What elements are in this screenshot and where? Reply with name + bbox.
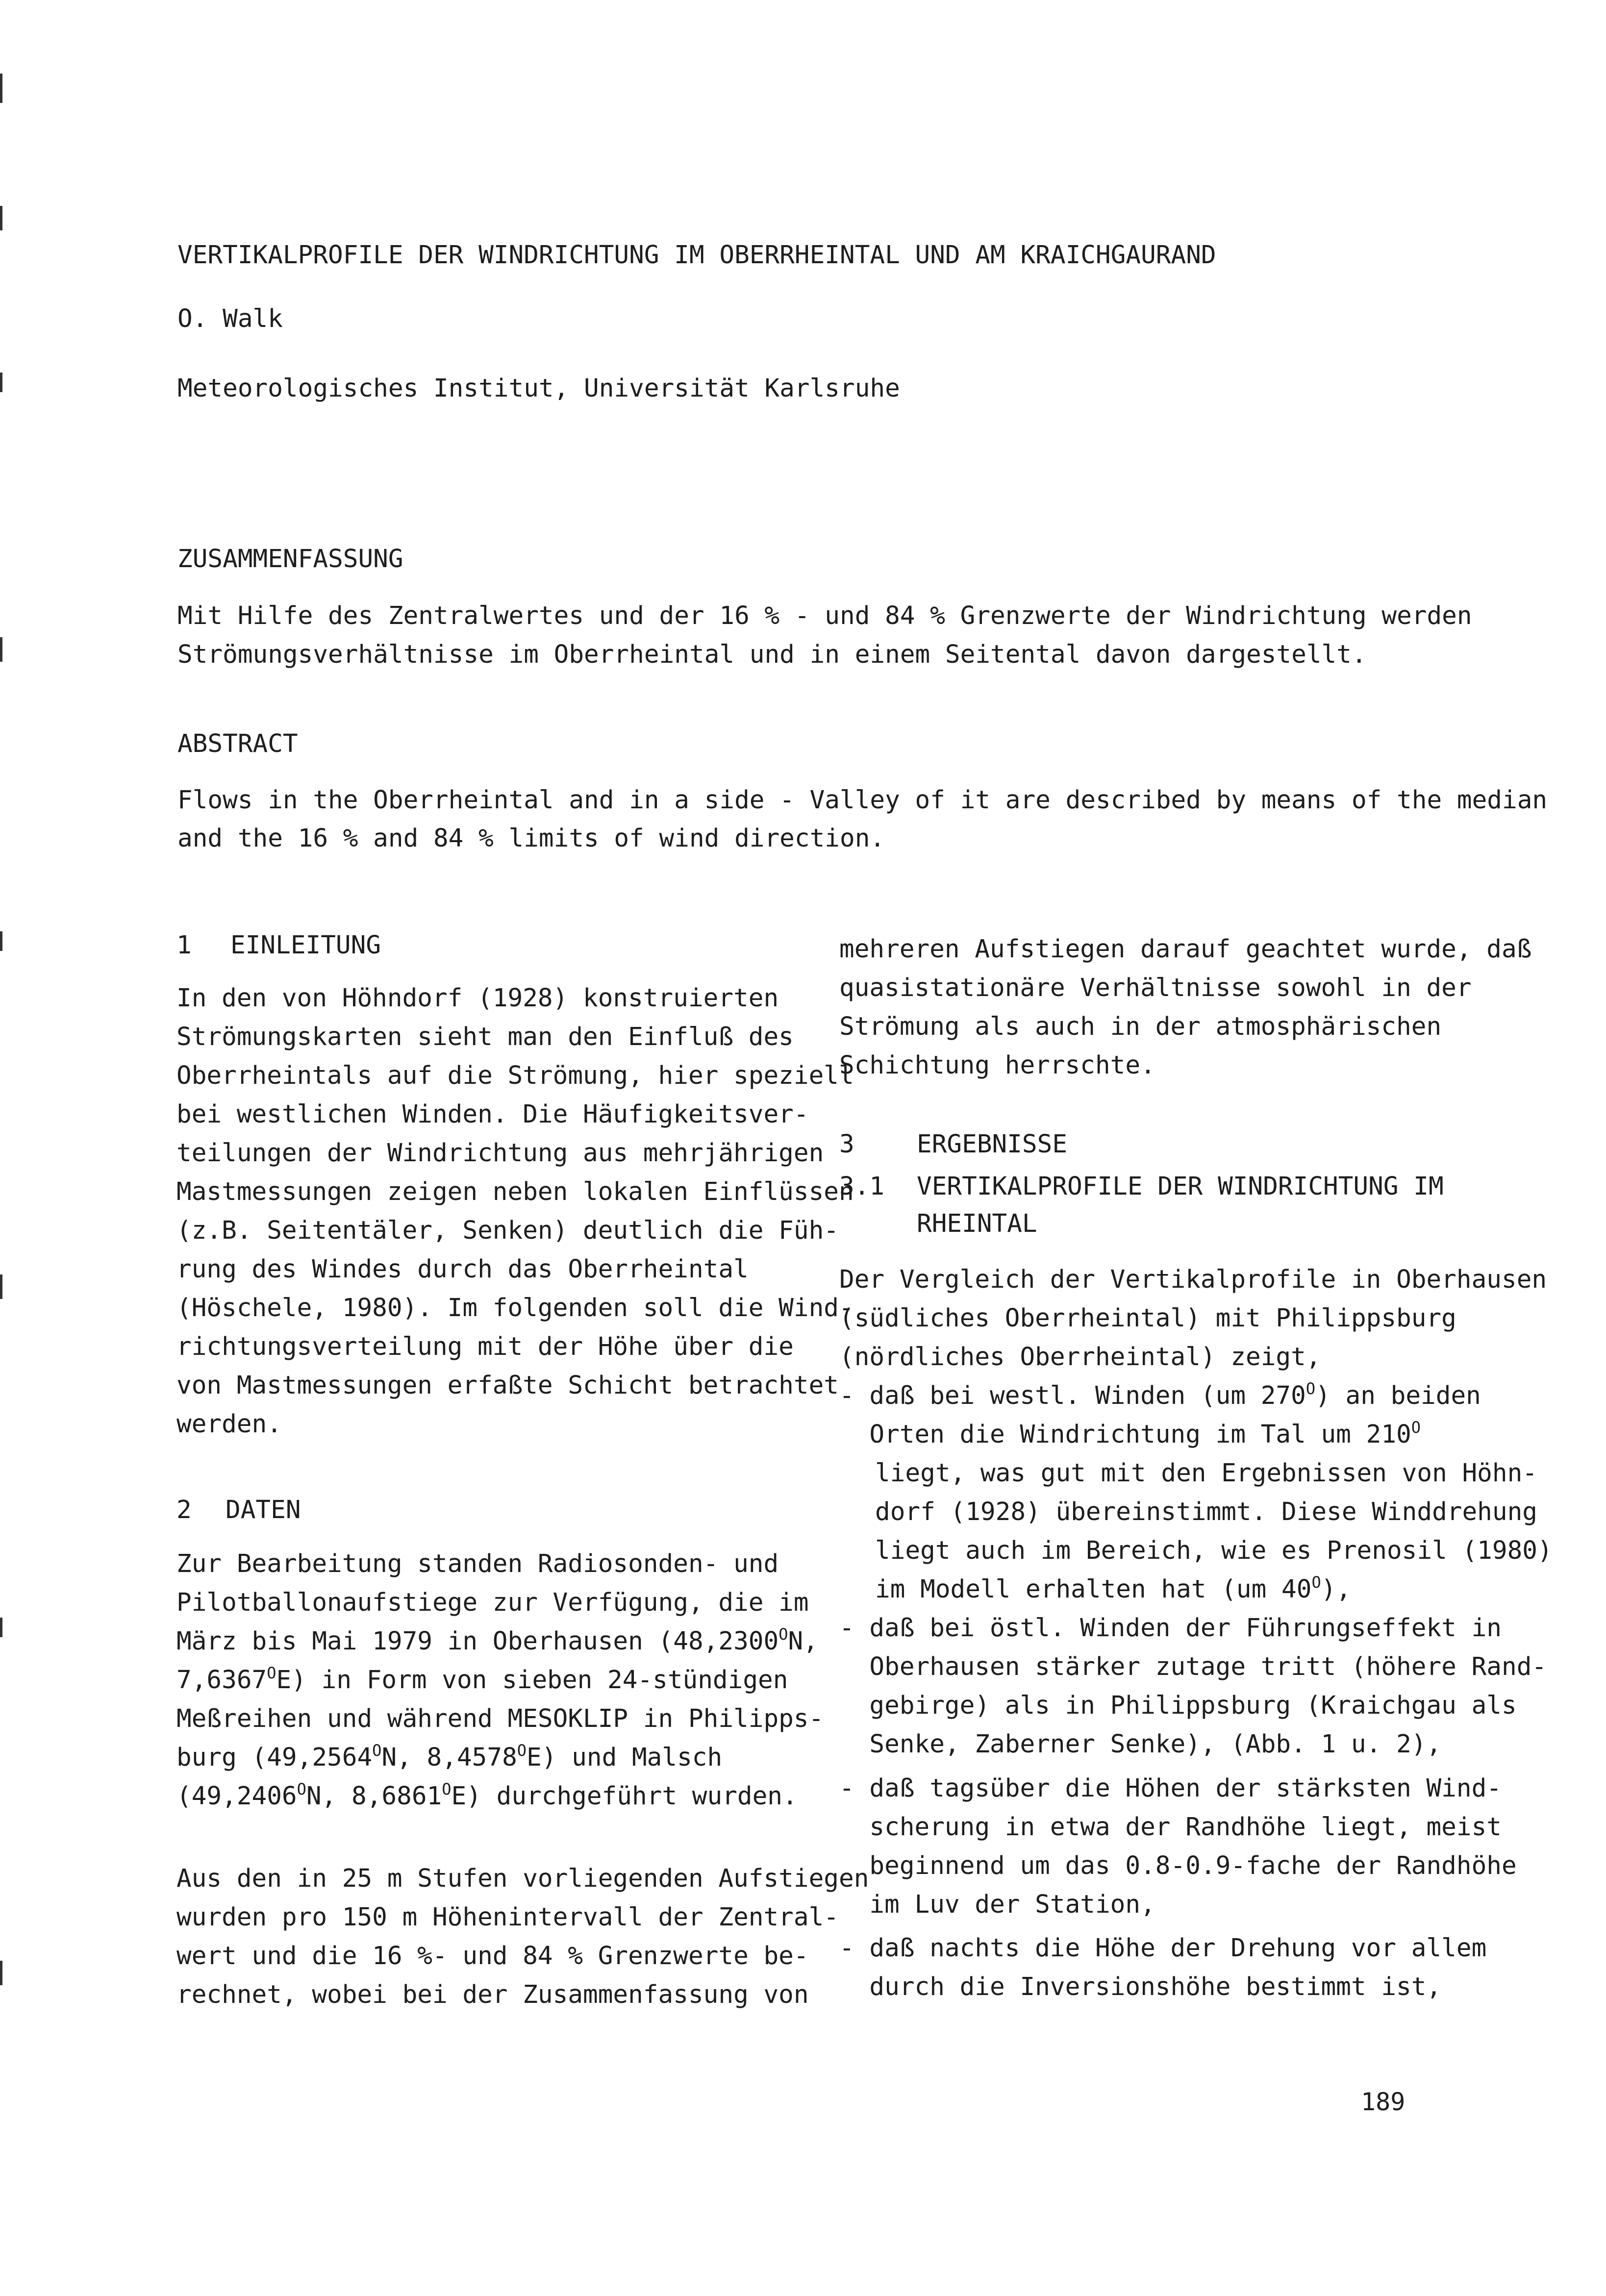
body-line: März bis Mai 1979 in Oberhausen ($48,2300^ON$, [176, 1625, 818, 1656]
margin-mark [0, 637, 2, 662]
section-heading: DATEN [226, 1496, 301, 1524]
bullet-line: dorf (1928) übereinstimmt. Diese Winddrehung [875, 1497, 1538, 1526]
zusammenfassung-line: Strömungsverhältnisse im Oberrheintal und in einem Seitental davon dargestellt. [177, 640, 1367, 669]
bullet-line: - daß tagsüber die Höhen der stärksten Wind- [839, 1774, 1502, 1803]
section-number: 2 [176, 1496, 192, 1524]
body-line: Schichtung herrschte. [839, 1051, 1155, 1080]
body-line: bei westlichen Winden. Die Häufigkeitsver- [176, 1100, 809, 1129]
body-line: werden. [176, 1410, 282, 1439]
bullet-line: liegt, was gut mit den Ergebnissen von Höhn- [875, 1459, 1538, 1488]
degree-symbol: O [297, 1780, 306, 1798]
abstract-line: Flows in the Oberrheintal and in a side - Valley of it are described by means of the median [177, 786, 1548, 815]
bullet-line: beginnend um das 0.8-0.9-fache der Randhöhe [839, 1851, 1517, 1880]
body-line: $7,6367^OE$) in Form von sieben 24-stündigen [176, 1664, 788, 1695]
body-line: Pilotballonaufstiege zur Verfügung, die im [176, 1588, 809, 1617]
section-heading: ERGEBNISSE [917, 1130, 1068, 1159]
body-line: In den von Höhndorf (1928) konstruierten [176, 984, 779, 1013]
zusammenfassung-line: Mit Hilfe des Zentralwertes und der 16 % - und 84 % Grenzwerte der Windrichtung werden [177, 601, 1472, 630]
bullet-line: Orten die Windrichtung im Tal um $210^O$ [839, 1418, 1421, 1449]
bullet-line: Oberhausen stärker zutage tritt (höhere Rand- [839, 1652, 1547, 1681]
body-line: rechnet, wobei bei der Zusammenfassung von [176, 1980, 809, 2009]
degree-symbol: O [1305, 1379, 1316, 1398]
abstract-heading: ABSTRACT [177, 729, 298, 758]
subsection-heading: RHEINTAL [917, 1209, 1037, 1238]
body-line: Der Vergleich der Vertikalprofile in Oberhausen [839, 1265, 1547, 1294]
degree-symbol: O [1311, 1573, 1321, 1592]
margin-mark [0, 1618, 2, 1637]
body-line: wurden pro 150 m Höhenintervall der Zentral- [176, 1903, 839, 1932]
degree-symbol: O [517, 1741, 527, 1760]
margin-mark [0, 373, 2, 392]
bullet-line: im Luv der Station, [839, 1890, 1155, 1919]
body-line: Meßreihen und während MESOKLIP in Philipps- [176, 1704, 824, 1733]
body-line: (Höschele, 1980). Im folgenden soll die Wind- [176, 1294, 854, 1323]
margin-mark [0, 74, 2, 103]
body-line: burg ($49,2564^ON$, $8,4578^OE$) und Malsch [176, 1741, 723, 1772]
subsection-heading: VERTIKALPROFILE DER WINDRICHTUNG IM [917, 1172, 1444, 1201]
degree-symbol: O [442, 1780, 452, 1798]
section-heading: EINLEITUNG [230, 931, 381, 960]
margin-mark [0, 206, 2, 230]
degree-symbol: O [778, 1625, 788, 1644]
bullet-line: - daß bei östl. Winden der Führungseffekt in [839, 1614, 1502, 1643]
section-number: 3 [839, 1130, 854, 1159]
page-number: 189 [1361, 2088, 1405, 2116]
body-line: Mastmessungen zeigen neben lokalen Einflüssen [176, 1177, 854, 1206]
degree-symbol: O [267, 1664, 276, 1682]
zusammenfassung-heading: ZUSAMMENFASSUNG [177, 545, 403, 574]
body-line: (nördliches Oberrheintal) zeigt, [839, 1343, 1321, 1372]
body-line: Oberrheintals auf die Strömung, hier speziell [176, 1061, 854, 1090]
margin-mark [0, 1961, 2, 1985]
subsection-number: 3.1 [839, 1172, 885, 1201]
body-line: Aus den in 25 m Stufen vorliegenden Aufstiegen [176, 1864, 869, 1893]
degree-symbol: O [1411, 1418, 1421, 1437]
body-line: (z.B. Seitentäler, Senken) deutlich die Füh- [176, 1216, 839, 1245]
body-line: Zur Bearbeitung standen Radiosonden- und [176, 1549, 779, 1578]
body-line: rung des Windes durch das Oberrheintal [176, 1255, 749, 1284]
body-line: Strömung als auch in der atmosphärischen [839, 1012, 1442, 1041]
body-line: von Mastmessungen erfaßte Schicht betrachtet [176, 1371, 839, 1400]
bullet-line: liegt auch im Bereich, wie es Prenosil (1980) [875, 1536, 1553, 1565]
author: O. Walk [177, 304, 283, 333]
margin-mark [0, 931, 2, 951]
body-line: Strömungskarten sieht man den Einfluß des [176, 1023, 794, 1051]
bullet-line: gebirge) als in Philippsburg (Kraichgau als [839, 1691, 1517, 1720]
margin-mark [0, 1274, 2, 1299]
body-line: teilungen der Windrichtung aus mehrjährigen [176, 1139, 824, 1168]
bullet-line: - daß nachts die Höhe der Drehung vor allem [839, 1934, 1487, 1963]
body-line: (südliches Oberrheintal) mit Philippsburg [839, 1304, 1456, 1333]
section-number: 1 [176, 931, 192, 960]
bullet-line: - daß bei westl. Winden (um $270^O$) an beiden [839, 1379, 1481, 1410]
body-line: mehreren Aufstiegen darauf geachtet wurde, daß [839, 935, 1532, 964]
body-line: wert und die 16 %- und 84 % Grenzwerte be- [176, 1942, 809, 1971]
bullet-line: scherung in etwa der Randhöhe liegt, meist [839, 1813, 1502, 1842]
affiliation: Meteorologisches Institut, Universität Karlsruhe [177, 374, 900, 403]
bullet-line: Senke, Zaberner Senke), (Abb. 1 u. 2), [839, 1730, 1442, 1759]
paper-title: VERTIKALPROFILE DER WINDRICHTUNG IM OBERRHEINTAL UND AM KRAICHGAURAND [177, 241, 1216, 270]
abstract-line: and the 16 % and 84 % limits of wind direction. [177, 824, 885, 853]
body-line: ($49,2406^ON$, $8,6861^OE$) durchgeführt wurden. [176, 1780, 798, 1811]
bullet-line: im Modell erhalten hat (um $40^O$), [875, 1573, 1352, 1604]
bullet-line: durch die Inversionshöhe bestimmt ist, [839, 1972, 1442, 2001]
degree-symbol: O [372, 1741, 382, 1760]
body-line: quasistationäre Verhältnisse sowohl in der [839, 973, 1472, 1002]
body-line: richtungsverteilung mit der Höhe über die [176, 1332, 794, 1361]
